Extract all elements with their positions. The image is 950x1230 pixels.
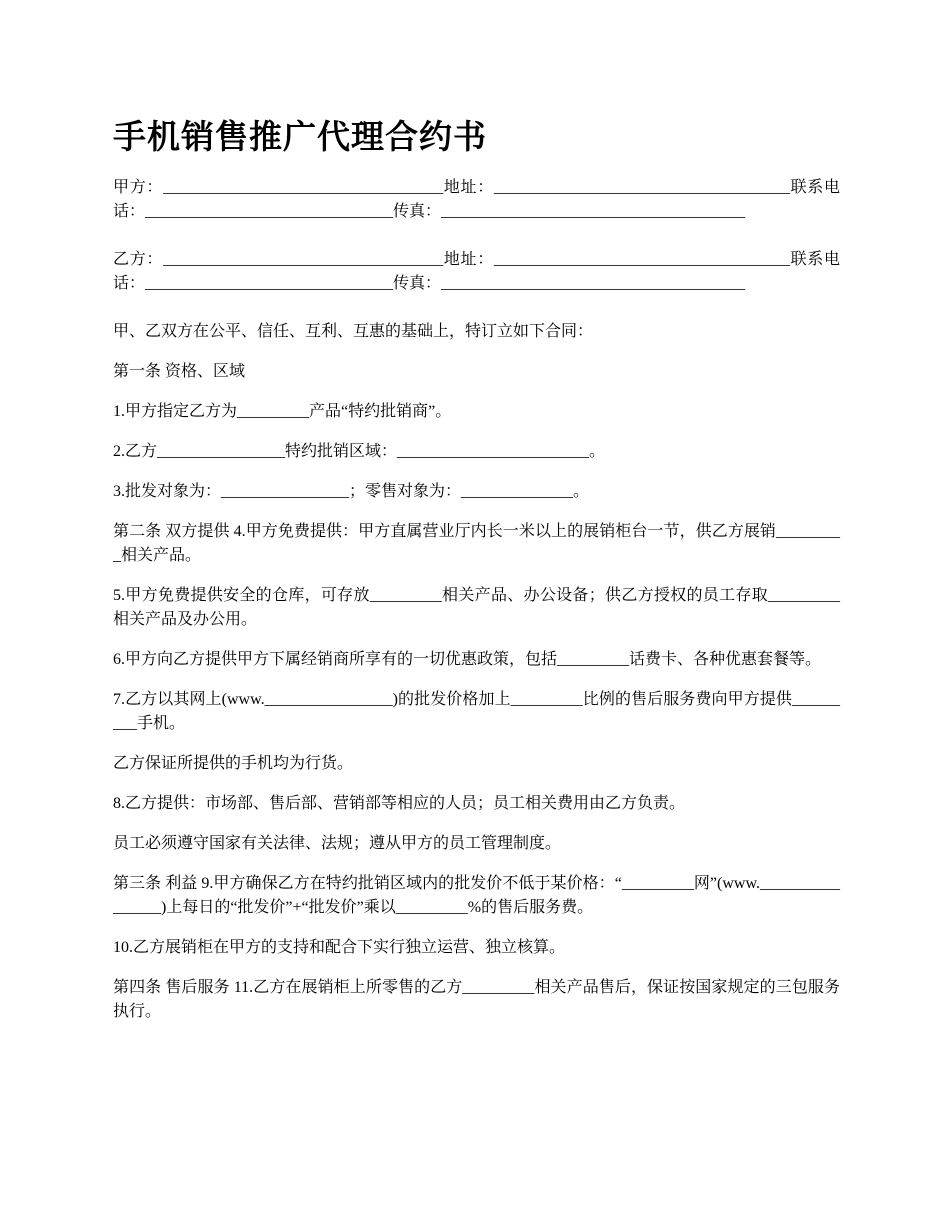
clause-8: 8.乙方提供：市场部、售后部、营销部等相应的人员；员工相关费用由乙方负责。 xyxy=(113,795,686,812)
article-1-heading: 第一条 资格、区域 xyxy=(113,363,246,380)
intro-paragraph: 甲、乙双方在公平、信任、互利、互惠的基础上，特订立如下合同： xyxy=(113,323,594,340)
party-a-info: 甲方：___________________________________地址：_____________________________________联系电话：_______________________________传真：______________________________________ xyxy=(113,179,840,220)
clause-7: 7.乙方以其网上(www.________________)的批发价格加上_________比例的售后服务费向甲方提供_________手机。 xyxy=(113,691,840,732)
clause-4: 第二条 双方提供 4.甲方免费提供：甲方直属营业厅内长一米以上的展销柜台一节，供乙方展销_________相关产品。 xyxy=(113,523,840,564)
contract-page xyxy=(113,112,840,1040)
clause-6: 6.甲方向乙方提供甲方下属经销商所享有的一切优惠政策，包括_________话费卡、各种优惠套餐等。 xyxy=(113,651,822,668)
party-b-info: 乙方：___________________________________地址：_____________________________________联系电话：_______________________________传真：______________________________________ xyxy=(113,251,840,292)
clause-5: 5.甲方免费提供安全的仓库，可存放_________相关产品、办公设备；供乙方授权的员工存取_________相关产品及办公用。 xyxy=(113,587,840,628)
guarantee-paragraph: 乙方保证所提供的手机均为行货。 xyxy=(113,755,354,772)
clause-3: 3.批发对象为：________________；零售对象为：______________。 xyxy=(113,483,590,500)
clause-2: 2.乙方________________特约批销区域：________________________。 xyxy=(113,443,606,460)
clause-10: 10.乙方展销柜在甲方的支持和配合下实行独立运营、独立核算。 xyxy=(113,939,566,956)
clause-11: 第四条 售后服务 11.乙方在展销柜上所零售的乙方_________相关产品售后，保证按国家规定的三包服务执行。 xyxy=(113,979,840,1020)
clause-9: 第三条 利益 9.甲方确保乙方在特约批销区域内的批发价不低于某价格：“_________网”(www.________________)上每日的“批发价”+“批发价”乘以_________%的售后服务费。 xyxy=(113,875,840,916)
clause-1: 1.甲方指定乙方为_________产品“特约批销商”。 xyxy=(113,403,452,420)
document-title: 手机销售推广代理合约书 xyxy=(113,117,487,156)
staff-rule-paragraph: 员工必须遵守国家有关法律、法规；遵从甲方的员工管理制度。 xyxy=(113,835,562,852)
